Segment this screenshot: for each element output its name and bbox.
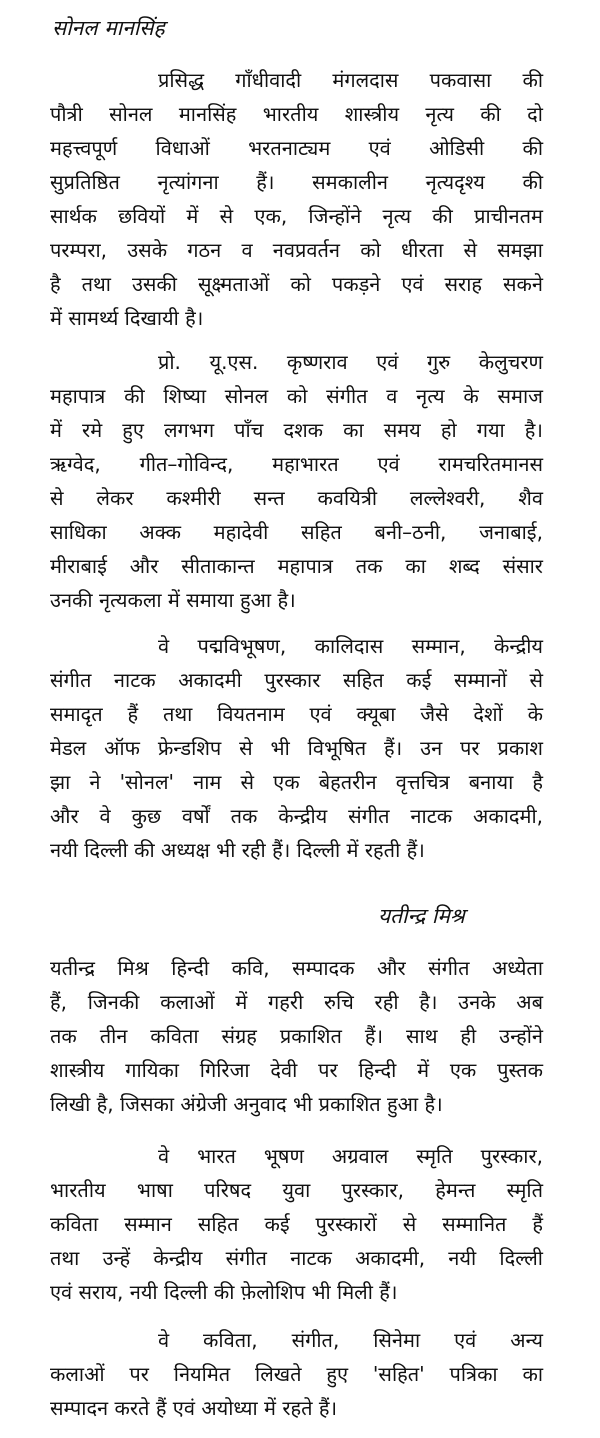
text-line: उनकी नृत्यकला में समाया हुआ है। <box>50 588 296 612</box>
text-line: नयी दिल्ली की अध्यक्ष भी रही हैं। दिल्ली में रहती हैं। <box>50 838 425 862</box>
text-line: वे भारत भूषण अग्रवाल स्मृति पुरस्कार, <box>158 1144 543 1168</box>
text-line: एवं सराय, नयी दिल्ली की फ़ेलोशिप भी मिली हैं। <box>50 1280 398 1304</box>
section-heading: यतीन्द्र मिश्र <box>378 904 465 928</box>
text-line: महत्त्वपूर्ण विधाओं भरतनाट्यम एवं ओडिसी की <box>50 136 543 160</box>
text-line: सम्पादन करते हैं एवं अयोध्या में रहते हैं। <box>50 1396 338 1420</box>
text-line: है तथा उसकी सूक्ष्मताओं को पकड़ने एवं सराह सकने <box>50 272 543 296</box>
text-line: वे कविता, संगीत, सिनेमा एवं अन्य <box>158 1328 543 1352</box>
text-line: सुप्रतिष्ठित नृत्यांगना हैं। समकालीन नृत्यदृश्य की <box>50 170 543 194</box>
text-line: में सामर्थ्य दिखायी है। <box>50 306 204 330</box>
text-line: शास्त्रीय गायिका गिरिजा देवी पर हिन्दी में एक पुस्तक <box>50 1058 543 1082</box>
text-line: लिखी है, जिसका अंग्रेजी अनुवाद भी प्रकाशित हुआ है। <box>50 1092 443 1116</box>
text-line: समादृत हैं तथा वियतनाम एवं क्यूबा जैसे देशों के <box>50 702 543 726</box>
text-line: संगीत नाटक अकादमी पुरस्कार सहित कई सम्मानों से <box>50 668 543 692</box>
text-line: झा ने 'सोनल' नाम से एक बेहतरीन वृत्तचित्र बनाया है <box>50 770 543 794</box>
paragraph <box>50 345 543 617</box>
text-line: पौत्री सोनल मानसिंह भारतीय शास्त्रीय नृत्य की दो <box>50 102 543 126</box>
text-line: से लेकर कश्मीरी सन्त कवयित्री लल्लेश्वरी, शैव <box>50 486 543 510</box>
text-line: सार्थक छवियों में से एक, जिन्होंने नृत्य की प्राचीनतम <box>50 204 543 228</box>
text-line: और वे कुछ वर्षों तक केन्द्रीय संगीत नाटक अकादमी, <box>50 804 543 828</box>
paragraph <box>50 63 543 335</box>
text-line: प्रसिद्ध गाँधीवादी मंगलदास पकवासा की <box>158 68 543 92</box>
text-line: हैं, जिनकी कलाओं में गहरी रुचि रही है। उनके अब <box>50 990 543 1014</box>
text-line: ऋग्वेद, गीत–गोविन्द, महाभारत एवं रामचरितमानस <box>50 452 543 476</box>
text-line: कलाओं पर नियमित लिखते हुए 'सहित' पत्रिका का <box>50 1362 543 1386</box>
paragraph <box>50 951 543 1121</box>
text-line: वे पद्मविभूषण, कालिदास सम्मान, केन्द्रीय <box>158 634 543 658</box>
text-line: यतीन्द्र मिश्र हिन्दी कवि, सम्पादक और संगीत अध्येता <box>50 956 543 980</box>
text-line: मीराबाई और सीताकान्त महापात्र तक का शब्द संसार <box>50 554 543 578</box>
text-line: में रमे हुए लगभग पाँच दशक का समय हो गया है। <box>50 418 543 442</box>
text-line: महापात्र की शिष्या सोनल को संगीत व नृत्य के समाज <box>50 384 543 408</box>
text-line: तक तीन कविता संग्रह प्रकाशित हैं। साथ ही उन्होंने <box>50 1024 543 1048</box>
text-line: मेडल ऑफ फ्रेन्डशिप से भी विभूषित हैं। उन पर प्रकाश <box>50 736 543 760</box>
text-line: प्रो. यू.एस. कृष्णराव एवं गुरु केलुचरण <box>158 350 543 374</box>
text-line: भारतीय भाषा परिषद युवा पुरस्कार, हेमन्त स्मृति <box>50 1178 543 1202</box>
text-line: साधिका अक्क महादेवी सहित बनी–ठनी, जनाबाई, <box>50 520 543 544</box>
paragraph <box>50 1139 543 1309</box>
section-heading: सोनल मानसिंह <box>52 16 165 40</box>
paragraph <box>50 629 543 867</box>
text-line: तथा उन्हें केन्द्रीय संगीत नाटक अकादमी, नयी दिल्ली <box>50 1246 543 1270</box>
text-line: परम्परा, उसके गठन व नवप्रवर्तन को धीरता से समझा <box>50 238 543 262</box>
paragraph <box>50 1323 543 1425</box>
text-line: कविता सम्मान सहित कई पुरस्कारों से सम्मानित हैं <box>50 1212 543 1236</box>
